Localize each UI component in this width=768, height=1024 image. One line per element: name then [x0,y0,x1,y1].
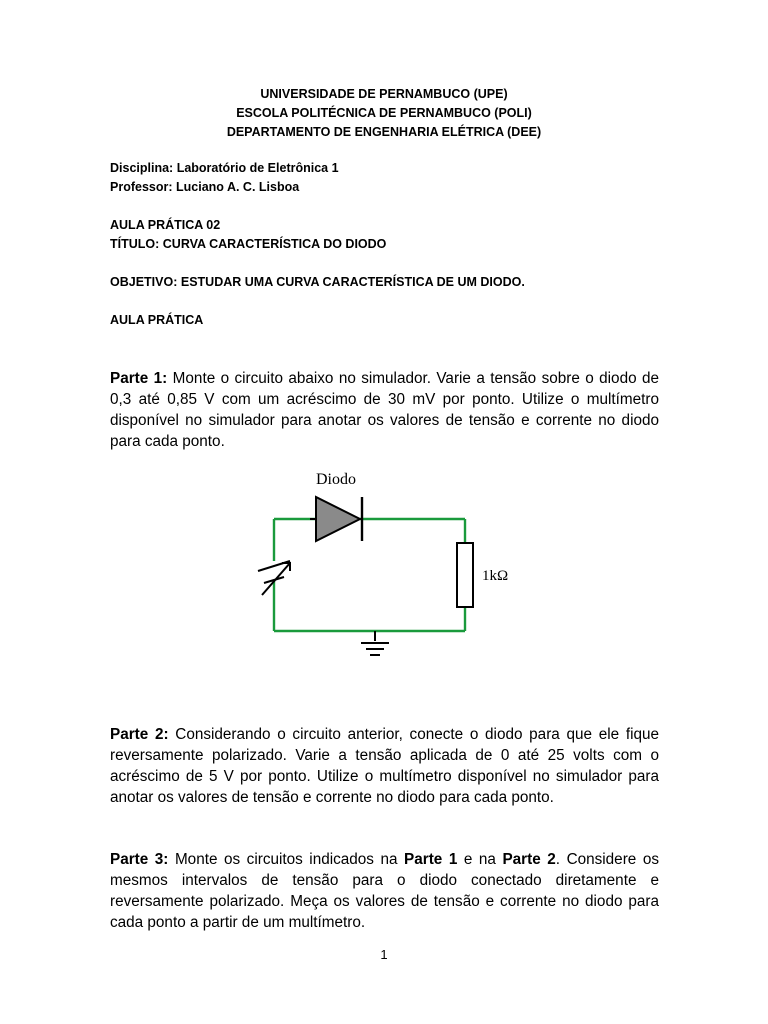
part3-label: Parte 3: [110,851,169,868]
lesson-title-value: CURVA CARACTERÍSTICA DO DIODO [162,237,387,251]
objective-label: OBJETIVO: [110,275,178,289]
part3-ref-part1: Parte 1 [404,851,458,868]
circuit-diagram [256,463,512,673]
page-number: 1 [380,947,388,962]
resistor-symbol [457,543,473,607]
professor-line [110,180,299,194]
diode-label: Diodo [316,471,356,488]
lesson-title-line [110,237,386,251]
part3-text-c: . Considere os mesmos intervalos de tensão para o diodo conectado diretamente e reversamente polarizado. Meça os valores de tensão e corrente no diodo para cada ponto a partir de um multímetro. [110,851,659,931]
discipline-value: Laboratório de Eletrônica 1 [176,161,339,175]
part2-label: Parte 2: [110,726,169,743]
part3-text-b: e na [457,851,503,868]
lesson-number: AULA PRÁTICA 02 [110,218,221,232]
school-name: ESCOLA POLITÉCNICA DE PERNAMBUCO (POLI) [236,106,532,120]
section-title: AULA PRÁTICA [110,313,204,327]
lesson-title-label: TÍTULO: [110,237,160,251]
part3-paragraph [110,849,659,933]
part2-text: Considerando o circuito anterior, conecte o diodo para que ele fique reversamente polarizado. Varie a tensão aplicada de 0 até 25 volts com o acréscimo de 5 V por ponto. Utilize o multímetro disponível no simulador para anotar os valores de tensão e corrente no diodo para cada ponto. [110,726,659,806]
university-name: UNIVERSIDADE DE PERNAMBUCO (UPE) [260,87,508,101]
part1-label: Parte 1: [110,370,168,387]
professor-value: Luciano A. C. Lisboa [176,180,300,194]
circuit-wires [274,519,465,631]
part2-paragraph [110,724,659,808]
ground-symbol [361,631,389,655]
professor-label: Professor: [110,180,173,194]
discipline-label: Disciplina: [110,161,174,175]
part1-text: Monte o circuito abaixo no simulador. Varie a tensão sobre o diodo de 0,3 até 0,85 V com um acréscimo de 30 mV por ponto. Utilize o multímetro disponível no simulador para anotar os valores de tensão e corrente no diodo para cada ponto. [110,370,659,450]
objective-line [110,275,525,289]
objective-value: ESTUDAR UMA CURVA CARACTERÍSTICA DE UM DIODO. [180,275,525,289]
resistor-label: 1kΩ [482,568,509,584]
diode-symbol [310,497,362,541]
part3-ref-part2: Parte 2 [502,851,556,868]
part3-text-a: Monte os circuitos indicados na [168,851,405,868]
part1-paragraph [110,368,659,452]
discipline-line [110,161,339,175]
department-name: DEPARTAMENTO DE ENGENHARIA ELÉTRICA (DEE) [226,125,542,139]
